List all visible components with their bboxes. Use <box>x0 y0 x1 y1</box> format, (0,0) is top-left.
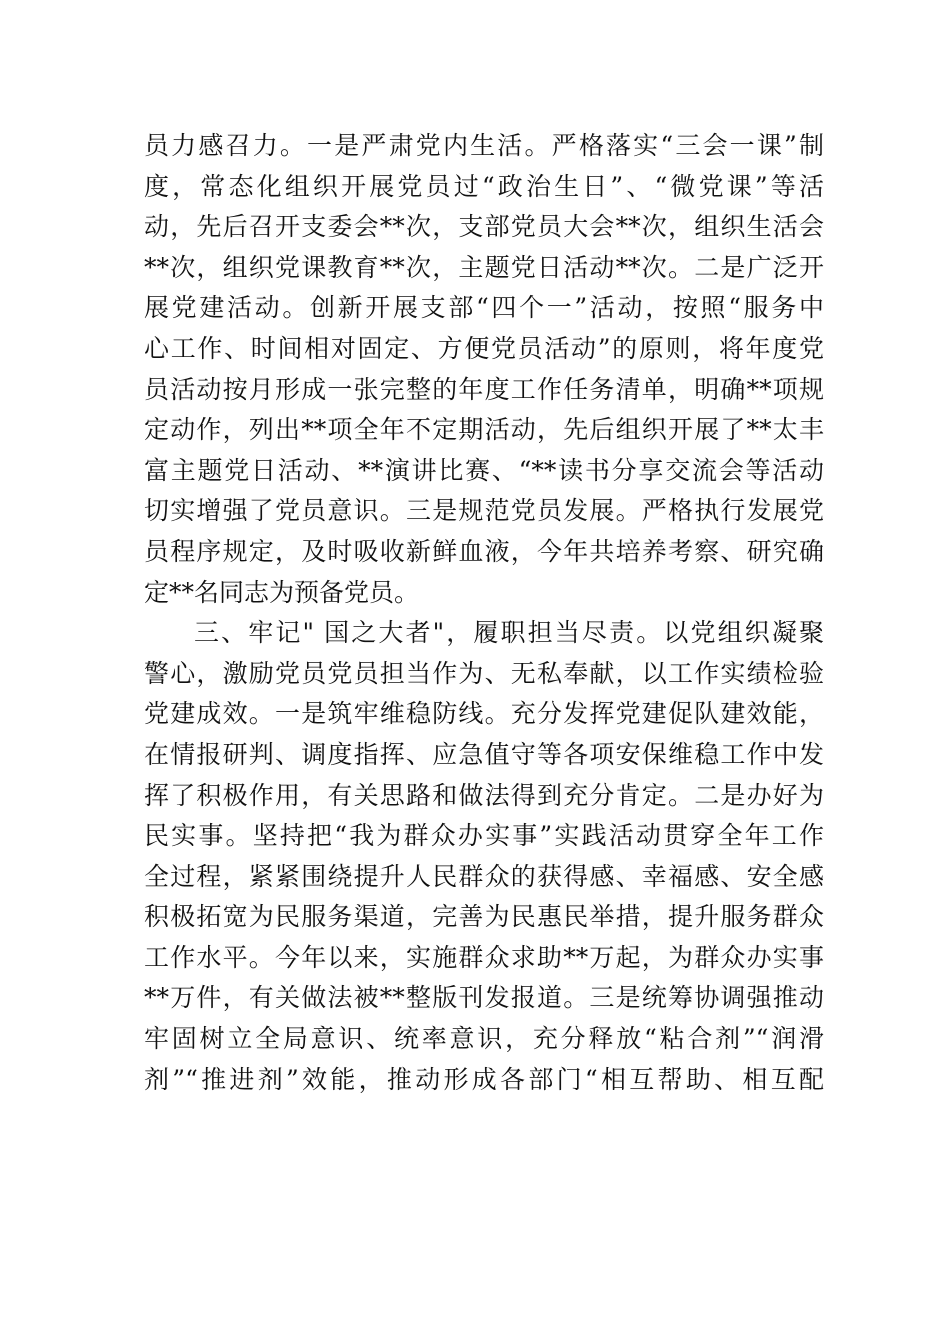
text-line: 在情报研判、调度指挥、应急值守等各项安保维稳工作中发 <box>144 739 824 769</box>
text-line: 富主题党日活动、**演讲比赛、“**读书分享交流会等活动 <box>144 455 824 485</box>
text-line: 牢固树立全局意识、统率意识，充分释放“粘合剂”“润滑 <box>144 1024 824 1054</box>
text-line: **次，组织党课教育**次，主题党日活动**次。二是广泛开 <box>144 252 824 282</box>
text-line: 心工作、时间相对固定、方便党员活动”的原则，将年度党 <box>144 333 824 363</box>
text-line: 工作水平。今年以来，实施群众求助**万起，为群众办实事 <box>144 942 824 972</box>
section-heading-line: 三、牢记" 国之大者"，履职担当尽责。以党组织凝聚 <box>194 618 824 648</box>
text-line: 员力感召力。一是严肃党内生活。严格落实“三会一课”制 <box>144 131 824 160</box>
text-line: 民实事。坚持把“我为群众办实事”实践活动贯穿全年工作 <box>144 821 824 851</box>
text-line: 动，先后召开支委会**次，支部党员大会**次，组织生活会 <box>144 212 824 242</box>
text-line: 定**名同志为预备党员。 <box>144 577 420 607</box>
text-line: 警心，激励党员党员担当作为、无私奉献，以工作实绩检验 <box>144 658 824 688</box>
text-line: 定动作，列出**项全年不定期活动，先后组织开展了**太丰 <box>144 415 824 445</box>
text-line: 度，常态化组织开展党员过“政治生日”、“微党课”等活 <box>144 171 824 201</box>
text-line: 积极拓宽为民服务渠道，完善为民惠民举措，提升服务群众 <box>144 902 824 932</box>
text-line: 党建成效。一是筑牢维稳防线。充分发挥党建促队建效能， <box>144 699 824 729</box>
body-text <box>144 126 824 1100</box>
text-line: 切实增强了党员意识。三是规范党员发展。严格执行发展党 <box>144 496 824 526</box>
text-line: 员程序规定，及时吸收新鲜血液，今年共培养考察、研究确 <box>144 536 824 566</box>
text-line: 全过程，紧紧围绕提升人民群众的获得感、幸福感、安全感 <box>144 861 824 891</box>
text-line: **万件，有关做法被**整版刊发报道。三是统筹协调强推动 <box>144 983 824 1013</box>
text-line: 剂”“推进剂”效能，推动形成各部门“相互帮助、相互配 <box>144 1064 824 1094</box>
text-line: 员活动按月形成一张完整的年度工作任务清单，明确**项规 <box>144 374 824 404</box>
text-line: 展党建活动。创新开展支部“四个一”活动，按照“服务中 <box>144 293 824 323</box>
text-line: 挥了积极作用，有关思路和做法得到充分肯定。二是办好为 <box>144 780 824 810</box>
